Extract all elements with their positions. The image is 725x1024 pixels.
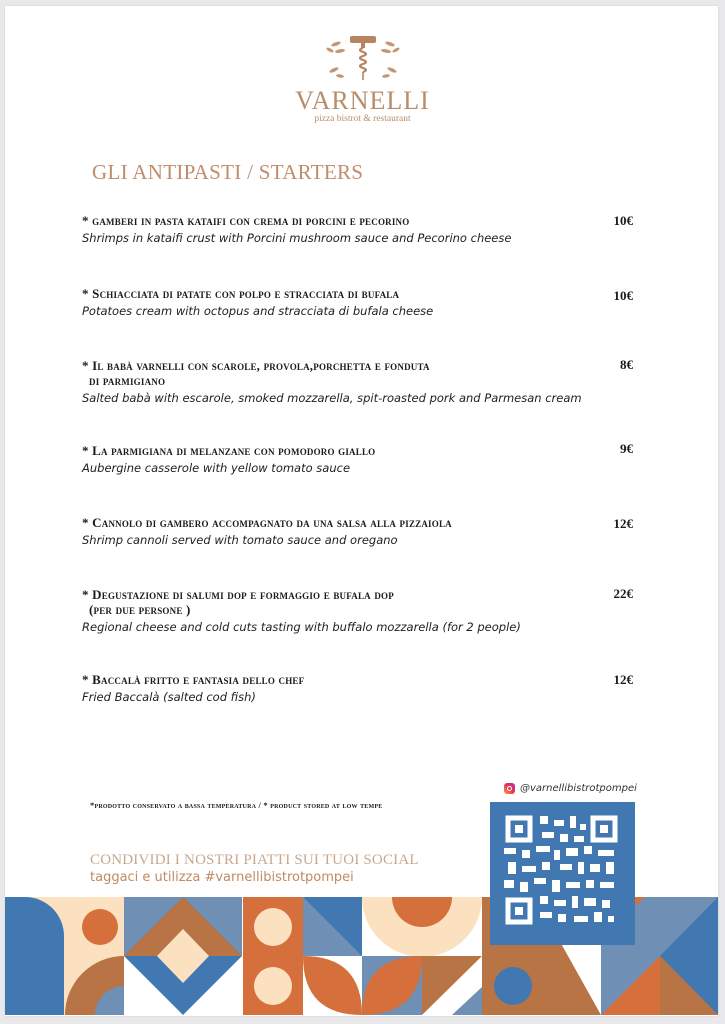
instagram-handle[interactable]: @varnellibistrotpompei	[520, 783, 637, 794]
brand-name: VARNELLI	[295, 86, 430, 115]
section-title: GLI ANTIPASTI / STARTERS	[92, 160, 364, 184]
item-name: * La parmigiana di melanzane con pomodoro giallo	[82, 443, 376, 458]
item-description: Potatoes cream with octopus and stracciata di bufala cheese	[82, 304, 434, 318]
item-description: Shrimps in kataifi crust with Porcini mushroom sauce and Pecorino cheese	[82, 231, 512, 245]
item-description: Fried Baccalà (salted cod fish)	[82, 690, 256, 704]
logo	[0, 34, 725, 86]
item-description: Aubergine casserole with yellow tomato sauce	[82, 461, 351, 475]
item-name: * gamberi in pasta kataifi con crema di porcini e pecorino	[82, 213, 410, 228]
item-price: 12€	[613, 516, 633, 531]
menu-item	[82, 213, 642, 246]
item-name-line2: (per due persone )	[89, 602, 191, 617]
item-price: 8€	[620, 357, 633, 372]
item-price: 10€	[613, 213, 633, 228]
social-title: CONDIVIDI I NOSTRI PIATTI SUI TUOI SOCIAL	[90, 852, 419, 868]
item-price: 10€	[613, 288, 633, 303]
menu-item	[82, 286, 642, 319]
item-name: * Il babà varnelli con scarole, provola,porchetta e fonduta	[82, 358, 430, 373]
item-name: * Degustazione di salumi dop e formaggio e bufala dop	[82, 587, 394, 602]
item-price: 9€	[620, 441, 633, 456]
item-price: 22€	[613, 586, 633, 601]
item-name-line2: di parmigiano	[89, 373, 166, 388]
item-price: 12€	[613, 672, 633, 687]
item-name: * Cannolo di gambero accompagnato da una salsa alla pizzaiola	[82, 515, 452, 530]
qr-code-icon	[490, 802, 635, 945]
menu-item	[82, 587, 642, 635]
instagram-icon	[504, 783, 515, 794]
item-description: Salted babà with escarole, smoked mozzarella, spit-roasted pork and Parmesan cream	[82, 391, 582, 405]
instagram-handle-row[interactable]	[504, 783, 637, 794]
corkscrew-with-wheat-icon	[318, 34, 408, 86]
item-name: * Baccalà fritto e fantasia dello chef	[82, 672, 305, 687]
item-description: Regional cheese and cold cuts tasting with buffalo mozzarella (for 2 people)	[82, 620, 521, 634]
qr-code[interactable]	[490, 802, 635, 945]
storage-footnote: *prodotto conservato a bassa temperatura / * product stored at low tempe	[90, 800, 383, 810]
menu-item	[82, 358, 642, 406]
menu-item	[82, 443, 642, 476]
menu-item	[82, 672, 642, 705]
item-name: * Schiacciata di patate con polpo e stracciata di bufala	[82, 286, 400, 301]
social-hashtag: taggaci e utilizza #varnellibistrotpompei	[90, 870, 354, 885]
brand-tagline: pizza bistrot & restaurant	[314, 114, 411, 124]
item-description: Shrimp cannoli served with tomato sauce and oregano	[82, 533, 398, 547]
menu-item	[82, 515, 642, 548]
